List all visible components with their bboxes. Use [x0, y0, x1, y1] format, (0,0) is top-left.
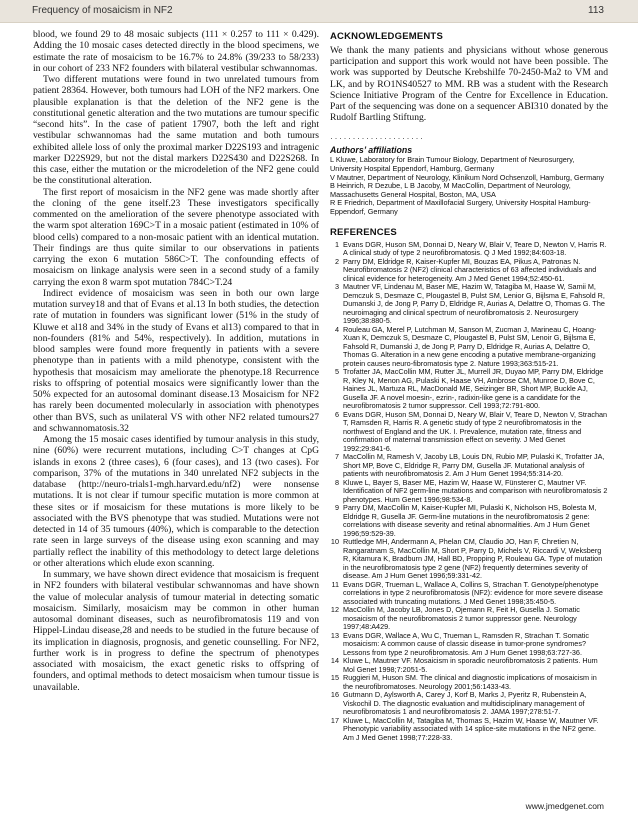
- reference-number: 8: [334, 477, 339, 487]
- reference-item: [330, 241, 608, 258]
- reference-text: Evans DGR, Huson SM, Donnai D, Neary W, Blair V, Teare D, Newton V, Harris R. A clinical study of type 2 neurofibromatosis. Q J Med 1992;84:603-18.: [343, 239, 607, 258]
- reference-number: 15: [330, 673, 339, 683]
- reference-text: Evans DGR, Wallace A, Wu C, Trueman L, Ramsden R, Strachan T. Somatic mosaicism: A common cause of classic disease in tumor-prone syndromes? Lessons from type 2 neurofibromatosis. Am J Hum Genet 1998;63:727-36.: [343, 630, 590, 657]
- affiliation: L Kluwe, Laboratory for Brain Tumour Biology, Department of Neurosurgery, University Hospital Eppendorf, Hamburg, Germany: [330, 155, 575, 174]
- reference-item: [330, 717, 608, 743]
- acknowledgements-text: We thank the many patients and physicians without whose generous participation and support this work would not have been possible. The work was supported by Deutsche Krebshilfe 70-2450-Ma2 to VM and LK, and by RO1NS40527 to MM. RB was a student with the Research Science Initiative Program of the Centre for Excellence in Education. Part of the sequencing was done on a sequencer ABI310 donated by the Rudolf Bartling Stiftung.: [330, 45, 608, 124]
- reference-item: [330, 606, 608, 632]
- reference-number: 2: [334, 256, 339, 266]
- reference-text: MacCollin M, Jacoby LB, Jones D, Ojemann R, Feit H, Gusella J. Somatic mosaicism of the neurofibromatosis 2 tumor suppressor gene. Neurology 1997;48:A429.: [343, 605, 580, 632]
- reference-text: Ruttledge MH, Andermann A, Phelan CM, Claudio JO, Han F, Chretien N, Rangaratnam S, MacCollin M, Short P, Parry D, Michels V, Riccardi V, Weksberg R, Kitamura K, Bradburn JM, Hall BD, Propping P, Rouleau GA. Type of mutation in the neurofibromatosis type 2 gene (NF2) frequently determines severity of disease. Am J Hum Genet 1996;59:331-42.: [343, 537, 603, 581]
- reference-number: 17: [330, 715, 339, 725]
- paragraph: Two different mutations were found in two unrelated tumours from patient 28364. However, both tumours had LOH of the NF2 markers. One plausible explanation is that the deletion of the NF2 gene is the constitutional genetic alteration and the two mutations are tumour specific “second hits”. In the case of patient 17907, both the left and right vestibular schwannomas had the same mutation and both tumours exhibited allele loss of only the proximal marker D22S193 and intragenic marker D22S929, but not the distal markers D22S430 and D22S268. In this case, either the mutation or the microdeletion of the NF2 gene could be the constitutional alteration.: [33, 74, 319, 187]
- reference-item: [330, 674, 608, 691]
- reference-item: [330, 691, 608, 717]
- section-divider: ·····················: [330, 133, 425, 144]
- reference-text: Gutmann D, Aylsworth A, Carey J, Korf B, Marks J, Pyeritz R, Rubenstein A, Viskochil D. The diagnostic evaluation and multidisciplinary management of neurofibromatosis 1 and neurofibromatosis 2. JAMA 1997;278:51-7.: [343, 690, 587, 717]
- paragraph: Indirect evidence of mosaicism was seen in both our own large mutation survey18 and that of Evans et al.13 In both studies, the detection rate of mutation in founders was significant lower (51% in the study of Kluwe et al18 and 34% in the study of Evans et al13) compared to that in non-founders (81% and 54%, respectively). In addition, mutations in blood samples were found more frequently in patients with a severe phenotype than in patients with a mild phenotype, consistent with the hypothesis that mosaicism may ameliorate the phenotype.18 Recurrence risks to offspring of potential mosaics were significantly lower than the 50% expected for an autosomal dominant disease.13 Mosaicism for NF2 has rarely been documented molecularly in association with phenotypes other than BVS, such as unilateral VS with other NF2 related tumours27 and schwannomatosis.32: [33, 287, 319, 434]
- reference-item: [330, 504, 608, 538]
- references-heading: REFERENCES: [330, 226, 397, 238]
- reference-number: 5: [334, 367, 339, 377]
- reference-item: [330, 479, 608, 505]
- reference-text: Parry DM, MacCollin M, Kaiser-Kupfer MI, Pulaski K, Nicholson HS, Bolesta M, Eldridge R, Gusella JF. Germ-line mutations in the neurofibromatosis 2 gene: correlations with disease severity and retinal abnormalities. Am J Hum Genet 1996;59:529-39.: [343, 503, 597, 538]
- reference-item: [330, 411, 608, 454]
- right-text-column: [330, 29, 608, 742]
- reference-number: 9: [334, 503, 339, 513]
- reference-number: 10: [330, 537, 339, 547]
- acknowledgements-heading: ACKNOWLEDGEMENTS: [330, 31, 443, 42]
- paragraph: Among the 15 mosaic cases identified by tumour analysis in this study, nine (60%) were recurrent mutations, including C>T changes at CpG islands in exons 2 (three cases), 6 (four cases), and 13 (two cases). For comparison, 37% of the mutations in 340 unrelated NF2 subjects in the database (http://neuro-trials1-mgh.harvard.edu/nf2) were nonsense mutations. It is not clear if tumour specific mutation is more common at these sites or if mosaicism for these mutations is more likely to be associated with the BVS phenotype that was studied. Mutations were not detected in 14 of 35 tumours (40%), which is comparable to the detection rate seen in large surveys of the disease using exon scanning and may partially reflect the inability of this methodology to detect large deletions or other alterations which elude exon scanning.: [33, 434, 319, 569]
- reference-text: Evans DGR, Trueman L, Wallace A, Collins S, Strachan T. Genotype/phenotype correlations in type 2 neurofibromatosis (NF2): evidence for more severe disease associated with truncating mutations. J Med Genet 1998;35:450-5.: [343, 579, 603, 606]
- reference-text: Evans DGR, Huson SM, Donnai D, Neary W, Blair V, Teare D, Newton V, Strachan T, Ramsden R, Harris R. A genetic study of type 2 neurofibromatosis in the northwest of England and the UK. I. Prevalence, mutation rate, fitness and confirmation of maternal transmission effect on severity. J Med Genet 1992;29:841-6.: [343, 409, 608, 453]
- affiliations-list: [330, 156, 608, 216]
- affiliation: B Heinrich, R Dezube, L B Jacoby, M MacCollin, Department of Neurology, Massachusetts General Hospital, Boston, MA, USA: [330, 181, 571, 199]
- reference-text: Rouleau GA, Merel P, Lutchman M, Sanson M, Zucman J, Marineau C, Hoang-Xuan K, Demczuk S, Desmaze C, Plougastel B, Pulst SM, Lenoir G, Bijlsma E, Fahsold R, Dumanski J, de Jong P, Parry D, Eldridge R, Aurias A, Delattre O, Thomas G. Alteration in a new gene encoding a putative membrane-organizing protein causes neuro-fibromatosis type 2. Nature 1993;363:515-21.: [343, 324, 597, 368]
- reference-number: 12: [330, 605, 339, 615]
- references-section: [330, 227, 608, 743]
- page-number: 113: [588, 5, 604, 16]
- reference-text: Kluwe L, MacCollin M, Tatagiba M, Thomas S, Hazim W, Haase W, Mautner VF. Phenotypic variability associated with 14 splice-site mutations in the NF2 gene. Am J Med Genet 1998;77:228-33.: [343, 715, 599, 742]
- reference-number: 6: [334, 409, 339, 419]
- references-list: [330, 241, 608, 743]
- reference-text: Mautner VF, Lindenau M, Baser ME, Hazim W, Tatagiba M, Haase W, Samii M, Demczuk S, Desmaze C, Plougastel B, Pulst SM, Lenior G, Bijlsma E, Fahsold R, Dumanski J, de Jong P, Parry D, Eldridge R, Aurias A, Delattre O, Thomas G. The neuroimaging and clinical spectrum of neurofibromatosis 2. Neurosurgery 1996;38:880-5.: [343, 282, 605, 326]
- paragraph: blood, we found 29 to 48 mosaic subjects (111 × 0.257 to 111 × 0.429). Adding the 10 mosaic cases detected directly in the blood specimens, we estimate the rate of mosaicism to be 16.7% to 24.8% (39/233 to 58/233) in our cohort of 233 NF2 founders with bilateral vestibular schwannomas.: [33, 29, 319, 74]
- reference-text: Ruggieri M, Huson SM. The clinical and diagnostic implications of mosaicism in the neurofibromatoses. Neurology 2001;56:1433-43.: [343, 673, 597, 691]
- reference-number: 14: [330, 656, 339, 666]
- reference-text: Kluwe L, Mautner VF. Mosaicism in sporadic neurofibromatosis 2 patients. Hum Mol Genet 1998;7:2051-5.: [343, 656, 598, 674]
- reference-item: [330, 453, 608, 479]
- reference-item: [330, 581, 608, 607]
- paragraph: In summary, we have shown direct evidence that mosaicism is frequent in NF2 founders with bilateral vestibular schwannomas and have shown the value of molecular analysis of tumour material in detecting somatic mosaicism. Similarly, mosaicism may be common in other human autosomal dominant diseases, such as neurofibromatosis 119 and von Hippel-Lindau disease,28 and needs to be studied in the future because of its implication in diagnosis, prognosis, and genetic counselling. For NF2, further work is in progress to define the spectrum of phenotypes associated with mosaicism, the exact genetic risks to offspring of founders, and optimal methods to detect mosaicism when tumour tissue is unavailable.: [33, 569, 319, 693]
- reference-number: 4: [334, 324, 339, 334]
- reference-item: [330, 283, 608, 326]
- paragraph: The first report of mosaicism in the NF2 gene was made shortly after the cloning of the gene itself.23 These investigators specifically commented on the amelioration of the severe phenotype associated with the warm spot alteration 169C>T in a mosaic patient (estimated in 10% of blood cells) compared to a non-mosaic patient with an identical mutation. Their findings are thus quite similar to our observations in patients carrying the exon 6 mutation 586C>T. The confounding effects of mosaicism on linkage analysis were seen in a second study of a family carrying the exon 8 warm spot mutation 784C>T.24: [33, 186, 319, 288]
- affiliation: V Mautner, Department of Neurology, Klinikum Nord Ochsenzoll, Hamburg, Germany: [330, 172, 605, 182]
- reference-number: 1: [334, 239, 339, 249]
- reference-text: Parry DM, Eldridge R, Kaiser-Kupfer MI, Bouzas EA, Pikus A, Patronas N. Neurofibromatosis 2 (NF2) clinical characteristics of 63 affected individuals and clinical evidence for heterogeneity. Am J Med Genet 1994;52:450-61.: [343, 256, 597, 283]
- reference-text: Trofatter JA, MacCollin MM, Rutter JL, Murrell JR, Duyao MP, Parry DM, Eldridge R, Kley N, Menon AG, Pulaski K, Haase VH, Ambrose CM, Munroe D, Bove C, Haines JL, Martuza RL, MacDonald ME, Seizinger BR, Short MP, Buckle AJ, Gusella JF. A novel moesin-, ezrin-, radixin-like gene is a candidate for the neurofibromatosis 2 tumor suppressor. Cell 1993;72:791-800.: [343, 367, 604, 411]
- reference-item: [330, 258, 608, 284]
- reference-item: [330, 657, 608, 674]
- affiliations-heading: Authors’ affiliations: [330, 145, 413, 156]
- reference-item: [330, 632, 608, 658]
- running-title: Frequency of mosaicism in NF2: [32, 5, 173, 16]
- reference-item: [330, 538, 608, 581]
- reference-item: [330, 326, 608, 369]
- reference-number: 3: [334, 282, 339, 292]
- reference-number: 16: [330, 690, 339, 700]
- reference-number: 13: [330, 630, 339, 640]
- journal-url: www.jmedgenet.com: [525, 801, 604, 811]
- running-header: [0, 0, 638, 23]
- reference-text: MacCollin M, Ramesh V, Jacoby LB, Louis DN, Rubio MP, Pulaski K, Trofatter JA, Short MP, Bove C, Eldridge R, Parry DM, Gusella JF. Mutational analysis of patients with neurofibromatosis 2. Am J Hum Genet 1994;55:314-20.: [343, 452, 605, 479]
- reference-number: 7: [334, 452, 339, 462]
- reference-number: 11: [331, 579, 339, 589]
- reference-text: Kluwe L, Bayer S, Baser ME, Hazim W, Haase W, Fünsterer C, Mautner VF. Identification of NF2 germ-line mutations and comparison with neurofibromatosis 2 phenotypes. Hum Genet 1996;98:534-8.: [343, 477, 608, 504]
- left-text-column: [33, 29, 319, 693]
- affiliation: R E Friedrich, Department of Maxillofacial Surgery, University Hospital Hamburg-Eppendorf, Germany: [330, 198, 591, 216]
- reference-item: [330, 368, 608, 411]
